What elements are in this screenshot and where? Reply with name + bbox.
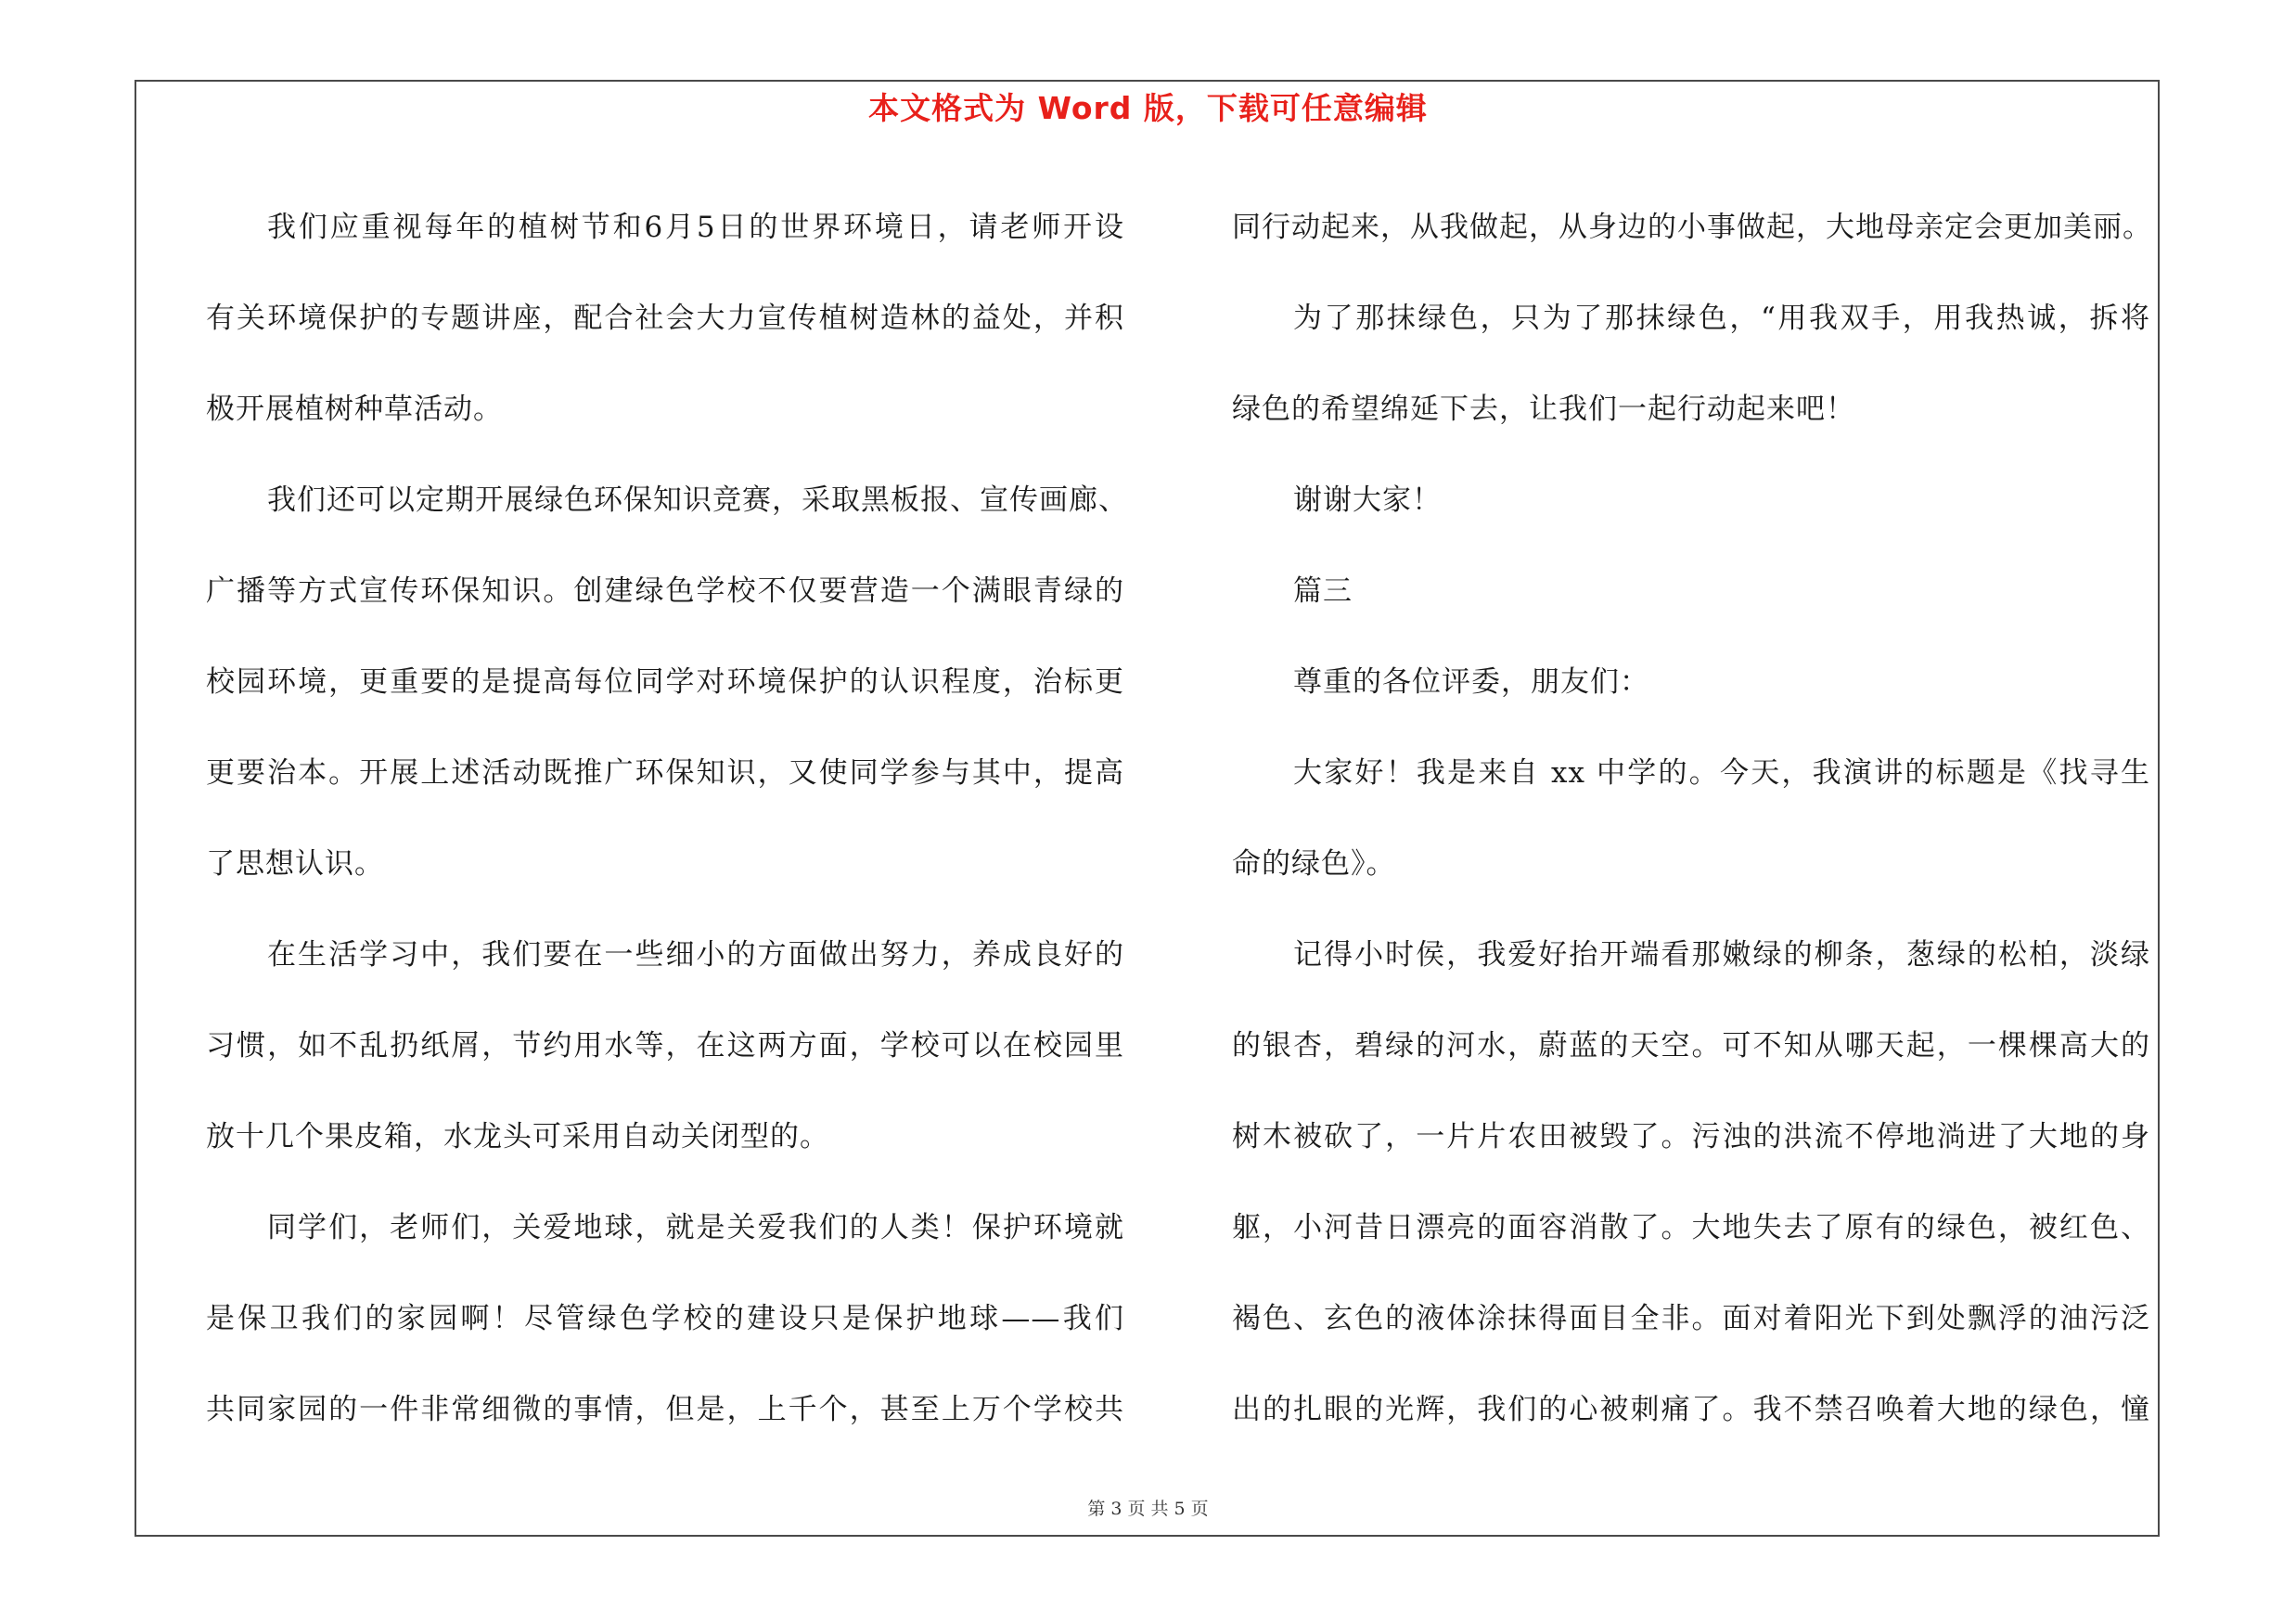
text-line: 绿色的希望绵延下去，让我们一起行动起来吧！	[1232, 393, 1855, 426]
left-text-column	[206, 182, 1128, 1455]
text-line: 极开展植树种草活动。	[206, 393, 503, 426]
text-line: 同学们，老师们，关爱地球，就是关爱我们的人类！保护环境就	[267, 1211, 1124, 1244]
text-line: 更要治本。开展上述活动既推广环保知识，又使同学参与其中，提高	[206, 756, 1124, 790]
text-line: 记得小时侯，我爱好抬开端看那嫩绿的柳条，葱绿的松柏，淡绿	[1293, 938, 2150, 972]
text-line: 躯，小河昔日漂亮的面容消散了。大地失去了原有的绿色，被红色、	[1232, 1211, 2150, 1244]
text-line: 尊重的各位评委，朋友们：	[1293, 665, 1649, 699]
text-line: 的银杏，碧绿的河水，蔚蓝的天空。可不知从哪天起，一棵棵高大的	[1232, 1029, 2150, 1063]
section-heading: 篇三	[1293, 574, 1353, 608]
text-line: 谢谢大家！	[1293, 483, 1442, 517]
text-line: 放十几个果皮箱，水龙头可采用自动关闭型的。	[206, 1120, 829, 1153]
text-line: 校园环境，更重要的是提高每位同学对环境保护的认识程度，治标更	[206, 665, 1124, 699]
text-line: 同行动起来，从我做起，从身边的小事做起，大地母亲定会更加美丽。	[1232, 211, 2152, 244]
text-line: 了思想认识。	[206, 847, 384, 881]
page-number-footer: 第 3 页 共 5 页	[1087, 1499, 1209, 1519]
word-format-banner: 本文格式为 Word 版，下载可任意编辑	[868, 90, 1428, 126]
text-line: 我们还可以定期开展绿色环保知识竞赛，采取黑板报、宣传画廊、	[267, 483, 1128, 517]
text-line: 命的绿色》。	[1232, 847, 1396, 881]
right-text-column	[1232, 182, 2150, 1455]
text-line: 在生活学习中，我们要在一些细小的方面做出努力，养成良好的	[267, 938, 1124, 972]
text-line: 出的扎眼的光辉，我们的心被刺痛了。我不禁召唤着大地的绿色，憧	[1232, 1393, 2150, 1426]
text-line: 习惯，如不乱扔纸屑，节约用水等，在这两方面，学校可以在校园里	[206, 1029, 1124, 1063]
text-line: 我们应重视每年的植树节和6月5日的世界环境日，请老师开设	[267, 211, 1124, 244]
text-line: 树木被砍了，一片片农田被毁了。污浊的洪流不停地淌进了大地的身	[1232, 1120, 2150, 1153]
text-line: 有关环境保护的专题讲座，配合社会大力宣传植树造林的益处，并积	[206, 302, 1124, 335]
text-line: 广播等方式宣传环保知识。创建绿色学校不仅要营造一个满眼青绿的	[206, 574, 1124, 608]
text-line: 为了那抹绿色，只为了那抹绿色，“用我双手，用我热诚，拆将	[1293, 302, 2150, 335]
text-line: 褐色、玄色的液体涂抹得面目全非。面对着阳光下到处飘浮的油污泛	[1232, 1302, 2150, 1335]
text-line: 是保卫我们的家园啊！尽管绿色学校的建设只是保护地球——我们	[206, 1302, 1124, 1335]
text-line: 大家好！我是来自 xx 中学的。今天，我演讲的标题是《找寻生	[1293, 756, 2150, 790]
text-line: 共同家园的一件非常细微的事情，但是，上千个，甚至上万个学校共	[206, 1393, 1124, 1426]
